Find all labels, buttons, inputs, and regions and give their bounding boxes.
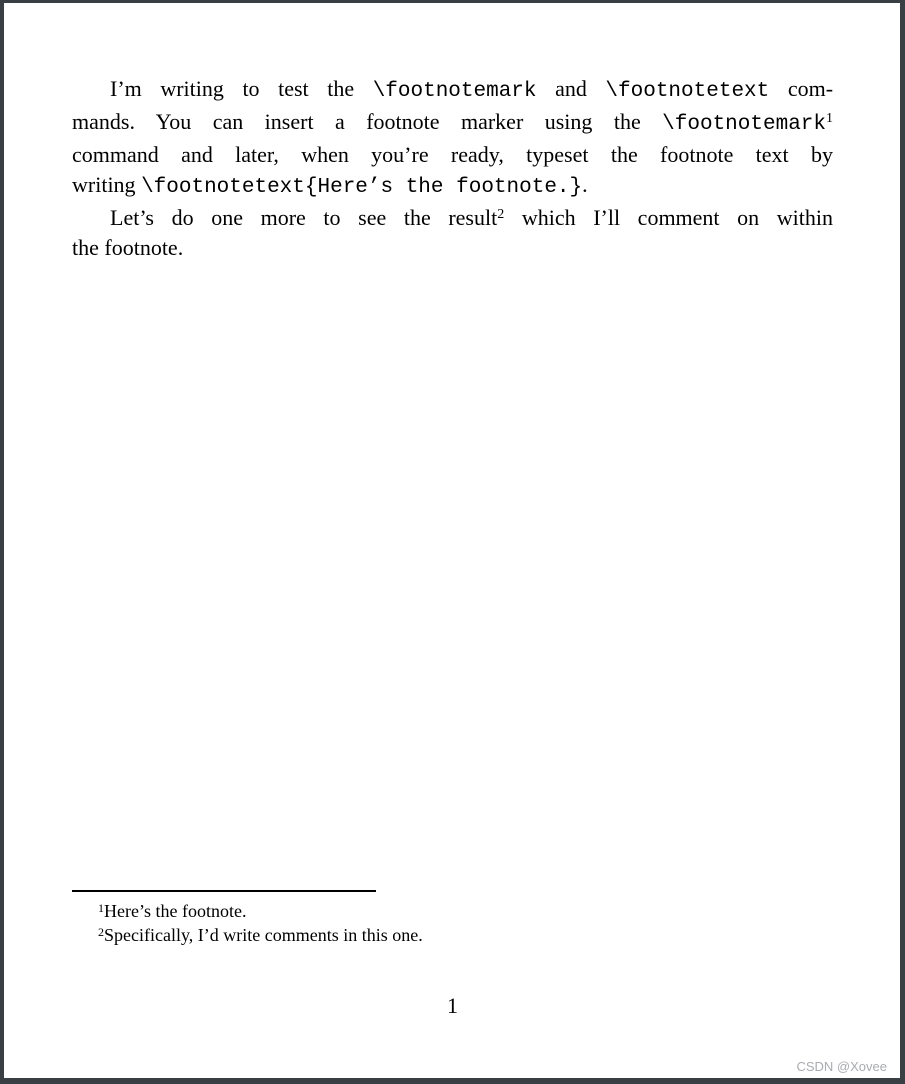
- paragraph2-line1: [72, 203, 833, 233]
- footnote-1-text: Here’s the footnote.: [104, 901, 247, 921]
- footnote-2-mark: 2: [98, 925, 104, 939]
- paragraph1-line3: [72, 140, 833, 170]
- body-run: the footnote.: [72, 235, 184, 260]
- body-run: command and later, when you’re ready, typeset the footnote text by: [72, 142, 833, 167]
- csdn-watermark: CSDN @Xovee: [796, 1059, 887, 1074]
- footnote-rule: [72, 890, 376, 892]
- footnote-mark-2: 2: [497, 207, 505, 222]
- latex-command: \footnotemark: [662, 113, 826, 136]
- footnote-2-text: Specifically, I’d write comments in this one.: [104, 925, 423, 945]
- page-number: 1: [447, 993, 458, 1018]
- footnote-mark-1: 1: [826, 111, 833, 126]
- footnote-2: [72, 923, 833, 947]
- footnote-area: [72, 890, 833, 947]
- latex-command: \footnotemark: [372, 80, 537, 103]
- body-run: Let’s do one more to see the result: [110, 205, 498, 230]
- body-run: writing: [72, 172, 142, 197]
- footnote-1-mark: 1: [98, 901, 104, 915]
- paragraph1-line4: [72, 170, 833, 203]
- latex-command: \footnotetext{Here’s the footnote.}: [141, 176, 583, 199]
- body-run: com-: [769, 76, 834, 101]
- footnote-1: [72, 899, 833, 923]
- paragraph1-line1: [72, 74, 833, 107]
- paragraph2-line2: [72, 233, 833, 263]
- body-run: .: [582, 172, 588, 197]
- body-text: [72, 74, 833, 263]
- body-run: which I’ll comment on within: [504, 205, 833, 230]
- body-run: mands. You can insert a footnote marker using the: [72, 109, 663, 134]
- latex-command: \footnotetext: [605, 80, 770, 103]
- body-run: I’m writing to test the: [110, 76, 373, 101]
- paragraph1-line2: [72, 107, 833, 140]
- body-run: and: [536, 76, 606, 101]
